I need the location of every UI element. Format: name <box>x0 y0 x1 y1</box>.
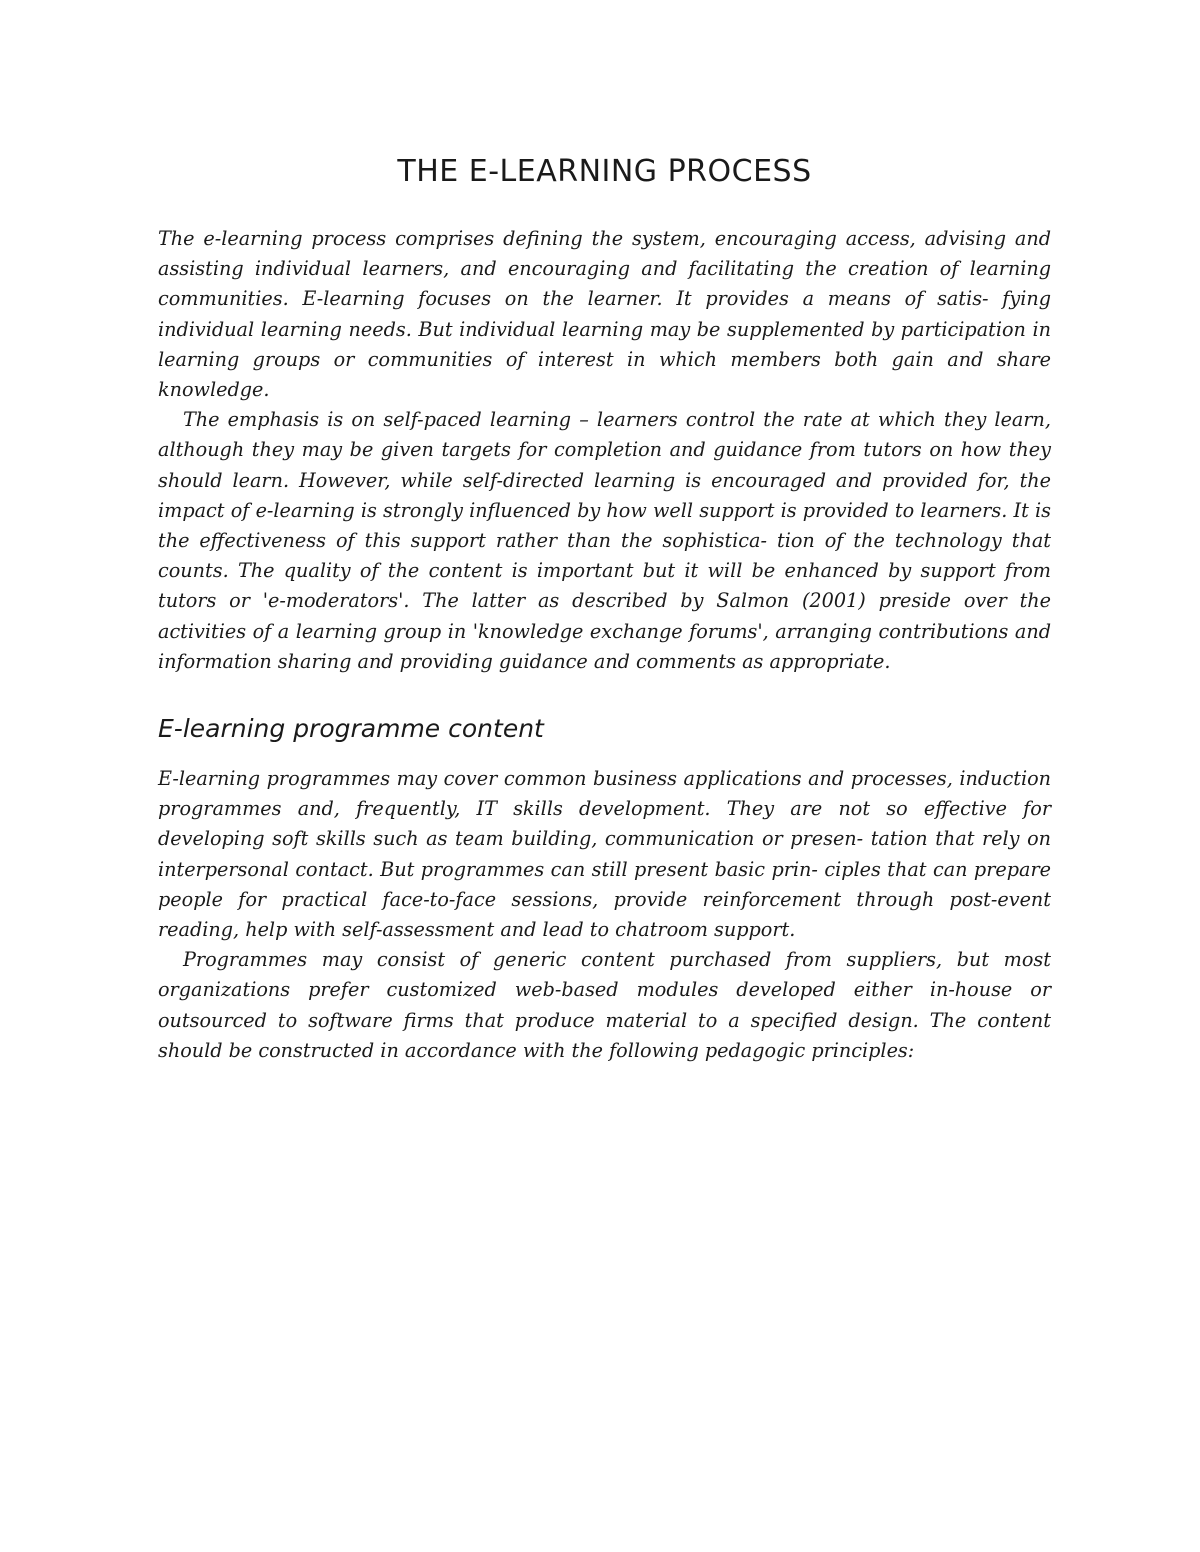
page-content <box>158 150 1051 1066</box>
paragraph-programme-sources: Programmes may consist of generic content purchased from suppliers, but most organizations prefer customized web-based modules developed either in-house or outsourced to software firms that produce material to a specified design. The content should be constructed in accordance with the following pedagogic principles: <box>158 948 1051 1062</box>
page-title: THE E-LEARNING PROCESS <box>397 154 812 189</box>
paragraph-programme-coverage: E-learning programmes may cover common business applications and processes, induction programmes and, frequently, IT skills development. They are not so effective for developing soft skills such as team building, communication or presen- tation that rely on interpersonal contact. But programmes can still present basic prin- ciples that can prepare people for practical face-to-face sessions, provide reinforcement through post-event reading, help with self-assessment and lead to chatroom support. <box>158 767 1051 942</box>
paragraph-self-paced-learning: The emphasis is on self-paced learning – learners control the rate at which they learn, although they may be given targets for completion and guidance from tutors on how they should learn. However, while self-directed learning is encouraged and provided for, the impact of e-learning is strongly influenced by how well support is provided to learners. It is the effectiveness of this support rather than the sophistica- tion of the technology that counts. The quality of the content is important but it will be enhanced by support from tutors or 'e-moderators'. The latter as described by Salmon (2001) preside over the activities of a learning group in 'knowledge exchange forums', arranging contributions and information sharing and providing guidance and comments as appropriate. <box>158 408 1051 673</box>
paragraph-elearning-process-intro: The e-learning process comprises defining the system, encouraging access, advising and assisting individual learners, and encouraging and facilitating the creation of learning communities. E-learning focuses on the learner. It provides a means of satis- fying individual learning needs. But individual learning may be supplemented by participation in learning groups or communities of interest in which members both gain and share knowledge. <box>158 227 1051 402</box>
section-heading-programme-content: E-learning programme content <box>158 714 544 744</box>
